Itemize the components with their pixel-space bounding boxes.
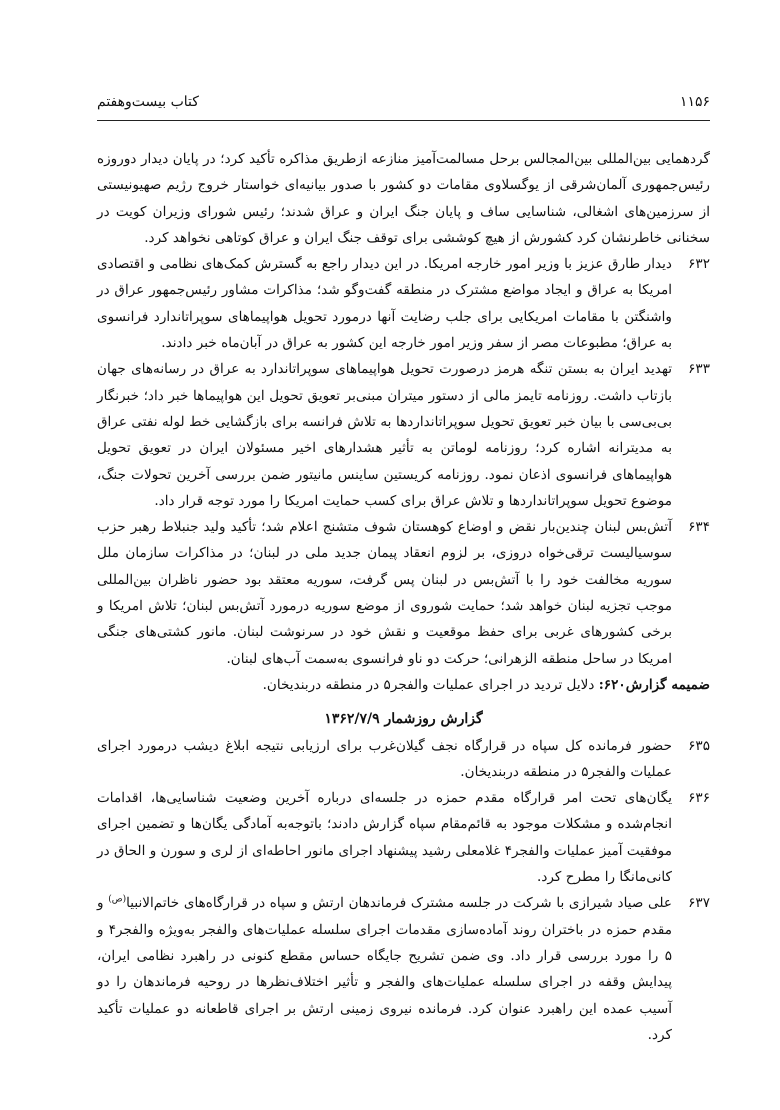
header-rule [97,120,710,121]
entry-637 [97,890,710,1048]
entry-number: ۶۳۵ [688,737,710,754]
entry-text: یگان‌های تحت امر قرارگاه مقدم حمزه در جلسه‌ای درباره آخرین وضعیت شناسایی‌ها، اقدامات انجام‌شده و مشکلات موجود به قائم‌مقام سپاه گزارش دادند؛ باتوجه‌به آمادگی یگان‌ها و تضمین اجرای موفقیت آمیز عملیات والفجر۴ غلامعلی رشید پیشنهاد اجرای مانور احاطه‌ای از لری و سورن و الحاق در کانی‌مانگا را مطرح کرد. [97,790,672,886]
entry-number: ۶۳۲ [688,256,710,273]
entry-text [97,895,672,1042]
entry-636 [97,785,710,890]
entry-632 [97,251,710,356]
entry-number: ۶۳۳ [688,361,710,378]
intro-paragraph: گردهمایی بین‌المللی بین‌المجالس برحل مسالمت‌آمیز منازعه ازطریق مذاکره تأکید کرد؛ در پایان دیدار دوروزه رئیس‌جمهوری آلمان‌شرقی از یوگسلاوی مقامات دو کشور با صدور بیانیه‌ای خواستار خروج رژیم صهیونیستی از سرزمین‌های اشغالی، شناسایی ساف و پایان جنگ ایران و عراق شدند؛ رئیس شورای وزیران کویت در سخنانی خاطرنشان کرد کشورش از هیچ کوششی برای توقف جنگ ایران و عراق کوتاهی نخواهد کرد. [97,151,710,246]
entry-number: ۶۳۶ [688,790,710,807]
appendix-line [97,672,710,698]
entry-text: حضور فرمانده کل سپاه در قرارگاه نجف گیلان‌غرب برای ارزیابی نتیجه ابلاغ دیشب درمورد اجرای عملیات والفجر۵ در منطقه دربندیخان. [97,737,672,780]
entry-635 [97,733,710,786]
section-title: گزارش روزشمار ۱۳۶۲/۷/۹ [324,711,483,728]
honorific-superscript: (ص) [108,894,127,905]
book-title: کتاب بیست‌وهفتم [97,94,199,110]
entry-text: تهدید ایران به بستن تنگه هرمز درصورت تحویل هواپیماهای سوپراتاندارد به عراق در رسانه‌های جهان بازتاب داشت. روزنامه تایمز مالی از دستور میتران مبنی‌بر تعویق تحویل این هواپیماها خبر داد؛ خبرنگار بی‌بی‌سی با بیان خبر تعویق تحویل سوپراتانداردها به تلاش فرانسه برای بازگشایی خط لوله نفتی عراق به مدیترانه اشاره کرد؛ روزنامه لوماتن به تأثیر هشدارهای اخیر مسئولان ایران در تعویق تحویل هواپیماهای فرانسوی اذعان نمود. روزنامه کریستین ساینس مانیتور ضمن بررسی آخرین تحولات جنگ، موضوع تحویل سوپراتانداردها و تلاش عراق برای کسب حمایت امریکا را مورد توجه قرار داد. [97,361,672,509]
entry-number: ۶۳۷ [688,895,710,912]
appendix-text: دلایل تردید در اجرای عملیات والفجر۵ در منطقه دربندیخان. [262,676,599,693]
page-number: ۱۱۵۶ [679,94,710,110]
entry-text: آتش‌بس لبنان چندین‌بار نقض و اوضاع کوهستان شوف متشنج اعلام شد؛ تأکید ولید جنبلاط رهبر حزب سوسیالیست ترقی‌خواه دروزی، بر لزوم انعقاد پیمان جدید ملی در لبنان؛ در مذاکرات سازمان ملل سوریه مخالفت خود را با آتش‌بس در لبنان پس گرفت، سوریه معتقد بود حضور ناظران بین‌المللی موجب تجزیه لبنان خواهد شد؛ حمایت شوروی از موضع سوریه درمورد آتش‌بس لبنان؛ تلاش امریکا و برخی کشورهای غربی برای حفظ موقعیت و نقش خود در سرنوشت لبنان. مانور کشتی‌های جنگی امریکا در ساحل منطقه الزهرانی؛ حرکت دو ناو فرانسوی به‌سمت آب‌های لبنان. [97,519,672,667]
entry-text-part1: علی صیاد شیرازی با شرکت در جلسه مشترک فرماندهان ارتش و سپاه در قرارگاه‌های خاتم‌الانبیا [126,895,672,912]
entry-text-part2: و مقدم حمزه در باختران روند آماده‌سازی مقدمات اجرای سلسله عملیات‌های والفجر به‌ویژه والفجر۴ و ۵ را مورد بررسی قرار داد. وی ضمن تشریح جایگاه حساس مقطع کنونی در راهبرد نظامی ایران، پیدایش وقفه در اجرای سلسله عملیات‌های والفجر و تأثیر اختلاف‌نظرها در روحیه فرماندهان را دو آسیب عمده این راهبرد عنوان کرد. فرمانده نیروی زمینی ارتش بر اجرای قاطعانه دو عملیات تأکید کرد. [97,895,673,1043]
entry-633 [97,356,710,514]
entry-634 [97,514,710,672]
entry-text: دیدار طارق عزیز با وزیر امور خارجه امریکا. در این دیدار راجع به گسترش کمک‌های نظامی و اقتصادی امریکا به عراق و ایجاد مواضع مشترک در منطقه گفت‌وگو شد؛ مذاکرات مشاور رئیس‌جمهور عراق در واشنگتن با مقامات امریکایی برای جلب رضایت آنها درمورد تحویل هواپیماهای سوپراتاندارد فرانسوی به عراق؛ مطبوعات مصر از سفر وزیر امور خارجه این کشور به عراق در آبان‌ماه خبر دادند. [97,256,672,352]
page-body [97,146,710,1048]
appendix-label: ضمیمه گزارش۶۲۰: [598,676,710,693]
entry-number: ۶۳۴ [688,519,710,536]
running-header [97,92,710,112]
